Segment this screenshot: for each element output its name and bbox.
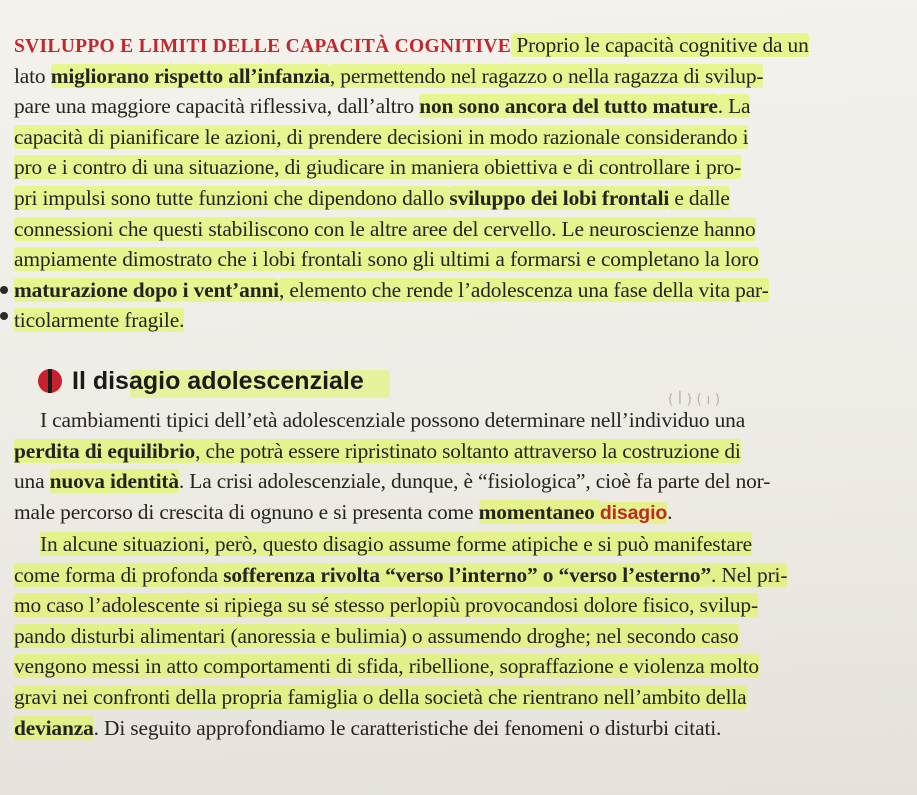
text-line: mo caso l’adolescente si ripiega su sé stesso perlopiù provocandosi dolore fisico, svilup- (14, 593, 758, 618)
bold-term: momentaneo (478, 499, 600, 524)
section-run-in-heading: SVILUPPO E LIMITI DELLE CAPACITÀ COGNITIVE (14, 36, 512, 57)
paragraph-cognitive-development (14, 30, 910, 336)
text-line: devianza. Di seguito approfondiamo le caratteristiche dei fenomeni o disturbi citati. (14, 715, 722, 740)
text-line: ampiamente dimostrato che i lobi frontali sono gli ultimi a formarsi e completano la loro (14, 247, 759, 272)
text-line: maturazione dopo i vent’anni, elemento che rende l’adolescenza una fase della vita par- (14, 277, 769, 302)
section-title: Il disagio adolescenziale (72, 366, 364, 395)
paragraph-atypical-forms (14, 529, 910, 743)
bold-term: nuova identità (49, 469, 179, 494)
text-line: pro e i contro di una situazione, di giudicare in maniera obiettiva e di controllare i pro- (14, 155, 742, 180)
text-line: capacità di pianificare le azioni, di prendere decisioni in modo razionale considerando i (14, 124, 749, 149)
key-term-disagio: disagio (599, 501, 668, 524)
text-line: vengono messi in atto comportamenti di sfida, ribellione, sopraffazione e violenza molto (14, 654, 759, 679)
bold-term: sviluppo dei lobi frontali (449, 185, 670, 210)
half-circle-icon (38, 369, 62, 393)
text-line: In alcune situazioni, però, questo disagio assume forme atipiche e si può manifestare (40, 532, 752, 556)
text-line: I cambiamenti tipici dell’età adolescenziale possono determinare nell’individuo una (40, 408, 746, 432)
margin-bullet (0, 286, 8, 294)
bold-term: non sono ancora del tutto mature (419, 94, 718, 119)
text-line: perdita di equilibrio, che potrà essere ripristinato soltanto attraverso la costruzione di (14, 438, 741, 463)
text-line: una nuova identità. La crisi adolescenziale, dunque, è “fisiologica”, cioè fa parte del nor- (14, 469, 771, 494)
text-line: male percorso di crescita di ognuno e si presenta come momentaneo disagio. (14, 499, 673, 524)
text-line: pando disturbi alimentari (anoressia e bulimia) o assumendo droghe; nel secondo caso (14, 623, 739, 648)
text-line: come forma di profonda sofferenza rivolta “verso l’interno” o “verso l’esterno”. Nel pri- (14, 562, 788, 587)
text-line: gravi nei confronti della propria famiglia o della società che rientrano nell’ambito della (14, 684, 747, 709)
bold-term: devianza (14, 715, 94, 740)
bold-term: perdita di equilibrio (14, 438, 196, 463)
section-heading (38, 364, 364, 398)
text-line: lato migliorano rispetto all’infanzia, permettendo nel ragazzo o nella ragazza di svilup- (14, 63, 764, 88)
margin-bullet (0, 312, 8, 320)
bold-term: sofferenza rivolta “verso l’interno” o “verso l’esterno” (223, 562, 712, 587)
bold-term: maturazione dopo i vent’anni (14, 277, 279, 302)
text-line: SVILUPPO E LIMITI DELLE CAPACITÀ COGNITIVE Proprio le capacità cognitive da un (14, 33, 809, 57)
text-line: pri impulsi sono tutte funzioni che dipendono dallo sviluppo dei lobi frontali e dalle (14, 185, 730, 210)
text-line: pare una maggiore capacità riflessiva, dall’altro non sono ancora del tutto mature. La (14, 94, 751, 119)
pencil-annotation: ( ꟾ ) ( ı ) (668, 392, 721, 408)
bold-term: migliorano rispetto all’infanzia (50, 63, 330, 88)
text-line: connessioni che questi stabiliscono con le altre aree del cervello. Le neuroscienze hanno (14, 216, 756, 241)
text-line: ticolarmente fragile. (14, 308, 185, 333)
paragraph-adolescent-crisis (14, 405, 910, 527)
